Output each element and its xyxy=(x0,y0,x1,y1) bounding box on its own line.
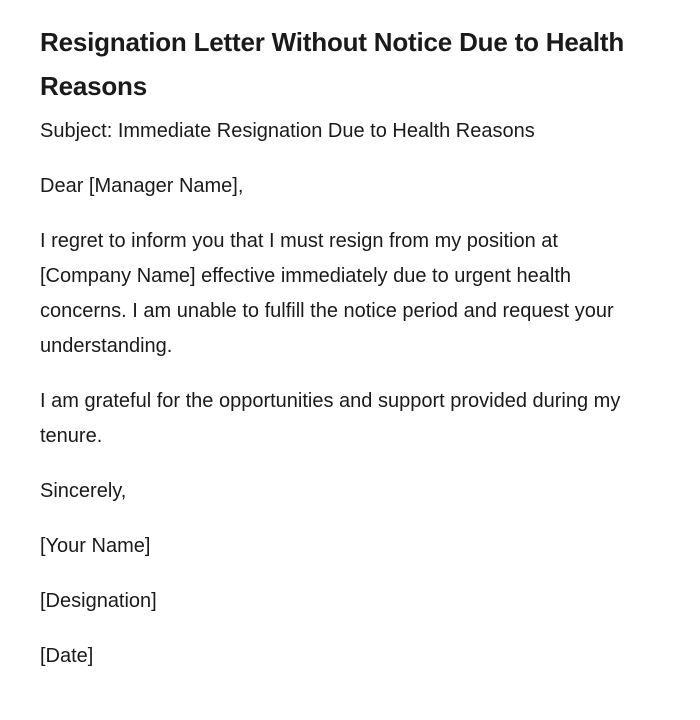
signature-designation: [Designation] xyxy=(40,590,157,612)
body-paragraph-2: I am grateful for the opportunities and support provided during my tenure. xyxy=(40,390,621,447)
letter-document xyxy=(40,20,650,694)
closing: Sincerely, xyxy=(40,480,127,502)
body-paragraph-1: I regret to inform you that I must resign from my position at [Company Name] effective immediately due to urgent health concerns. I am unable to fulfill the notice period and request your understanding. xyxy=(40,230,614,357)
signature-name: [Your Name] xyxy=(40,535,151,557)
salutation: Dear [Manager Name], xyxy=(40,175,244,197)
document-title: Resignation Letter Without Notice Due to Health Reasons xyxy=(40,27,625,101)
signature-date: [Date] xyxy=(40,645,94,667)
subject-line: Subject: Immediate Resignation Due to Health Reasons xyxy=(40,120,535,142)
